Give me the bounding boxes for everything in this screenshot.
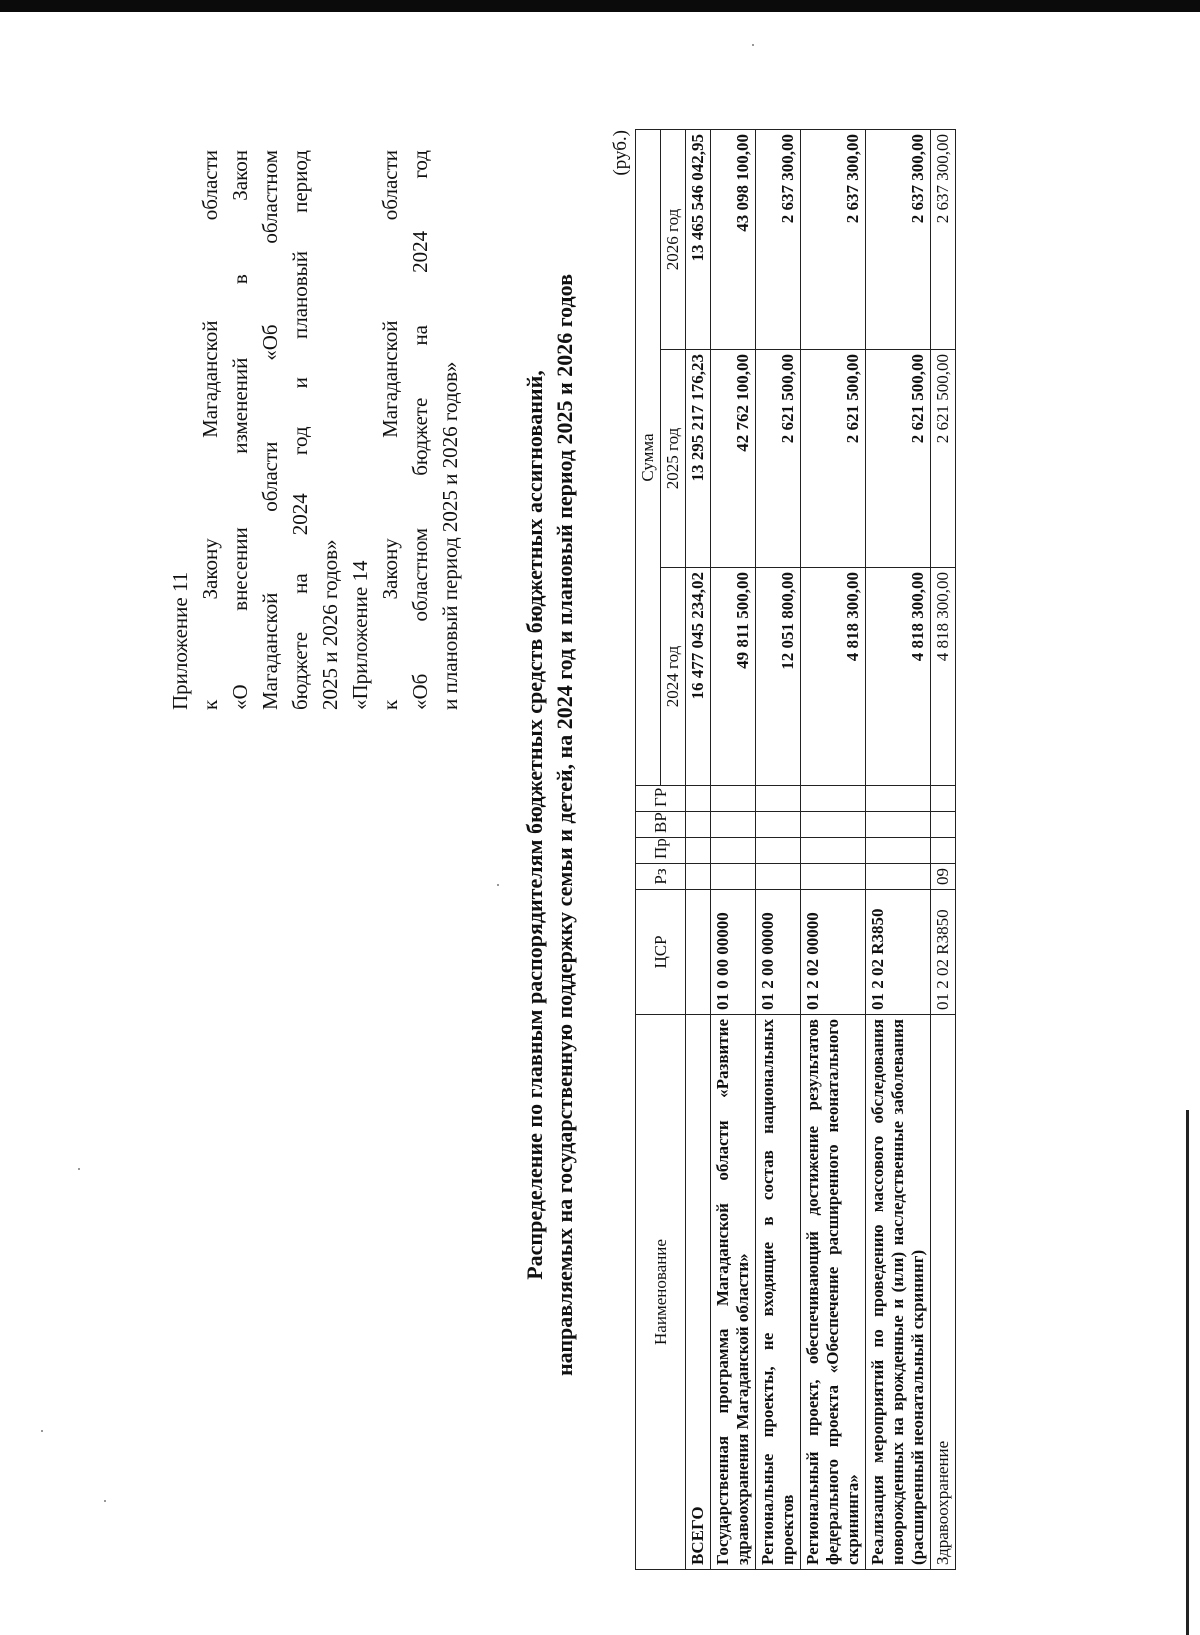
header-name: Наименование (636, 1015, 686, 1570)
cell-csr: 01 2 02 R3850 (866, 890, 931, 1015)
cell-vr (866, 812, 931, 838)
cell-2024: 49 811 500,00 (711, 568, 756, 786)
scan-right-edge (1186, 1110, 1189, 1635)
scan-speck (752, 44, 754, 46)
cell-name: ВСЕГО (686, 1015, 711, 1570)
appendix-11-note (165, 150, 345, 710)
table-row (931, 130, 956, 1570)
cell-2024: 16 477 045 234,02 (686, 568, 711, 786)
cell-2025: 2 621 500,00 (801, 350, 866, 568)
cell-pr (711, 838, 756, 864)
cell-2025: 2 621 500,00 (931, 350, 956, 568)
cell-pr (866, 838, 931, 864)
table-row (866, 130, 931, 1570)
budget-table (635, 129, 956, 1570)
cell-vr (756, 812, 801, 838)
header-sum: Сумма (636, 130, 661, 786)
cell-rz (686, 864, 711, 890)
appendix-line: к Закону Магаданской области (198, 150, 222, 710)
cell-vr (686, 812, 711, 838)
header-pr: Пр (636, 838, 686, 864)
appendix-line: Магаданской области «Об областном (258, 150, 282, 710)
header-vr: ВР (636, 812, 686, 838)
cell-2026: 2 637 300,00 (931, 130, 956, 350)
cell-vr (931, 812, 956, 838)
cell-csr: 01 2 00 00000 (756, 890, 801, 1015)
cell-name: Региональные проекты, не входящие в состав национальных проектов (756, 1015, 801, 1570)
cell-gr (686, 786, 711, 812)
appendix-line: и плановый период 2025 и 2026 годов» (438, 361, 462, 710)
cell-2025: 13 295 217 176,23 (686, 350, 711, 568)
appendix-line: «Об областном бюджете на 2024 год (408, 150, 432, 710)
cell-2024: 4 818 300,00 (801, 568, 866, 786)
cell-2025: 2 621 500,00 (756, 350, 801, 568)
appendix-line: к Закону Магаданской области (378, 150, 402, 710)
cell-gr (756, 786, 801, 812)
rotated-document-sheet (40, 70, 1150, 1580)
appendix-line: бюджете на 2024 год и плановый период (288, 150, 312, 710)
cell-2026: 43 098 100,00 (711, 130, 756, 350)
cell-csr: 01 2 02 00000 (801, 890, 866, 1015)
cell-gr (801, 786, 866, 812)
cell-csr (686, 890, 711, 1015)
header-rz: Рз (636, 864, 686, 890)
cell-2024: 4 818 300,00 (931, 568, 956, 786)
appendix-line: «Приложение 14 (348, 560, 372, 710)
cell-gr (931, 786, 956, 812)
cell-gr (866, 786, 931, 812)
cell-2024: 12 051 800,00 (756, 568, 801, 786)
table-row (756, 130, 801, 1570)
title-line-1: Распределение по главным распорядителям бюджетных средств бюджетных ассигнований, (522, 370, 547, 1280)
appendix-line: «О внесении изменений в Закон (228, 150, 252, 710)
cell-2026: 2 637 300,00 (801, 130, 866, 350)
appendix-line: 2025 и 2026 годов» (318, 539, 342, 710)
cell-name: Здравоохранение (931, 1015, 956, 1570)
scan-top-border (0, 0, 1200, 12)
cell-2026: 2 637 300,00 (756, 130, 801, 350)
cell-gr (711, 786, 756, 812)
header-year-2026: 2026 год (661, 130, 686, 350)
cell-rz (866, 864, 931, 890)
cell-pr (931, 838, 956, 864)
appendix-line: Приложение 11 (168, 571, 192, 710)
appendix-14-note (345, 150, 465, 710)
cell-vr (711, 812, 756, 838)
header-gr: ГР (636, 786, 686, 812)
title-line-2: направляемых на государственную поддержку семьи и детей, на 2024 год и плановый период 2025 и 2026 годов (552, 274, 577, 1376)
cell-csr: 01 2 02 R3850 (931, 890, 956, 1015)
cell-rz: 09 (931, 864, 956, 890)
document-title (520, 70, 580, 1580)
cell-pr (756, 838, 801, 864)
table-header-row (636, 130, 661, 1570)
cell-2026: 13 465 546 042,95 (686, 130, 711, 350)
cell-2025: 42 762 100,00 (711, 350, 756, 568)
cell-name: Региональный проект, обеспечивающий достижение результатов федерального проекта «Обеспечение расширенного неонатального скрининга» (801, 1015, 866, 1570)
table-row (801, 130, 866, 1570)
cell-rz (801, 864, 866, 890)
header-year-2024: 2024 год (661, 568, 686, 786)
cell-rz (711, 864, 756, 890)
cell-csr: 01 0 00 00000 (711, 890, 756, 1015)
currency-unit: (руб.) (610, 130, 631, 176)
cell-name: Государственная программа Магаданской области «Развитие здравоохранения Магаданской области» (711, 1015, 756, 1570)
table-row (711, 130, 756, 1570)
cell-vr (801, 812, 866, 838)
cell-rz (756, 864, 801, 890)
header-csr: ЦСР (636, 890, 686, 1015)
table-row-total (686, 130, 711, 1570)
cell-name: Реализация мероприятий по проведению массового обследования новорожденных на врожденные и (или) наследственные заболевания (расширенный неонатальный скрининг) (866, 1015, 931, 1570)
cell-pr (686, 838, 711, 864)
cell-2024: 4 818 300,00 (866, 568, 931, 786)
cell-2026: 2 637 300,00 (866, 130, 931, 350)
cell-pr (801, 838, 866, 864)
header-year-2025: 2025 год (661, 350, 686, 568)
cell-2025: 2 621 500,00 (866, 350, 931, 568)
